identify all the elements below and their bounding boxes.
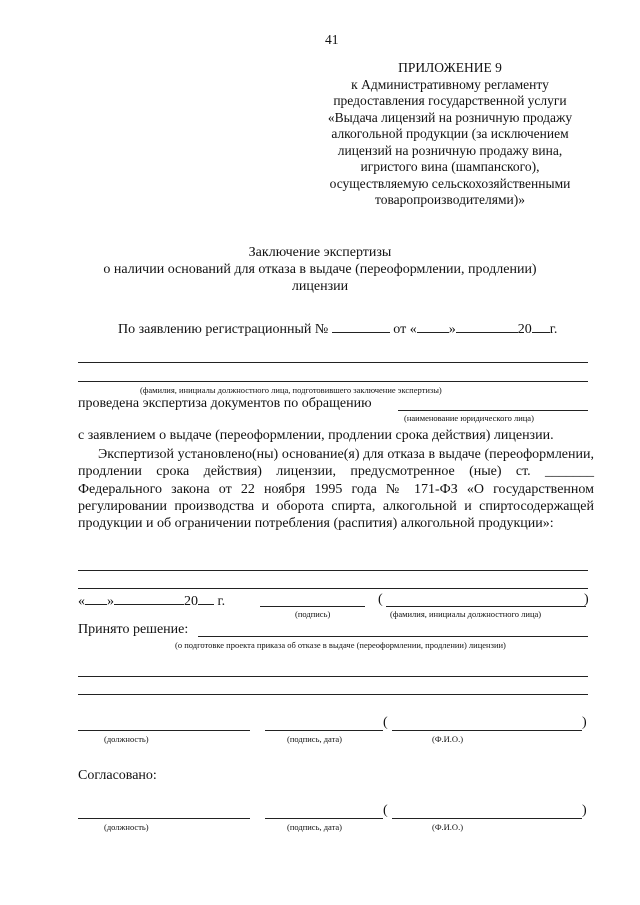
official-name-line-2[interactable] <box>78 381 588 382</box>
document-heading <box>60 244 580 295</box>
appendix-line: товаропроизводителями)» <box>374 192 526 207</box>
signature-date-caption: (подпись, дата) <box>287 822 343 832</box>
heading-subtitle-end: лицензии <box>291 279 349 294</box>
date-open-quote: « <box>78 594 85 609</box>
request-line <box>118 320 557 338</box>
fio-caption: (Ф.И.О.) <box>432 734 464 744</box>
heading-title: Заключение экспертизы <box>248 245 392 260</box>
official-name-line-1[interactable] <box>78 362 588 363</box>
signature-caption: (подпись) <box>295 609 331 619</box>
heading-subtitle: о наличии оснований для отказа в выдаче (переоформлении, продлении) <box>103 262 537 277</box>
application-text: с заявлением о выдаче (переоформлении, продлении срока действия) лицензии. <box>78 428 554 443</box>
year-field[interactable] <box>532 320 550 333</box>
signature-date-caption: (подпись, дата) <box>287 734 343 744</box>
registration-number-field[interactable] <box>332 320 390 333</box>
signature-field[interactable] <box>260 606 365 607</box>
appendix-block <box>300 60 600 209</box>
findings-paragraph: Экспертизой установлено(ны) основание(я) для отказа в выдаче (переоформлении, продлении срока действия) лицензии, предусмотренное (ные) ст. _______ Федерального закона от 22 ноября 1995 года № 171-ФЗ «О государственном регулировании производства и оборота спирта, алкогольной и спиртосодержащей продукции и об ограничении потребления (распития) алкогольной продукции»: <box>78 447 594 532</box>
day-field[interactable] <box>417 320 449 333</box>
appendix-line: лицензий на розничную продажу вина, <box>337 142 563 158</box>
signature-date-field[interactable] <box>265 818 383 819</box>
position-caption: (должность) <box>104 822 149 832</box>
appendix-line: осуществляемую сельскохозяйственными <box>329 175 571 191</box>
appendix-title: ПРИЛОЖЕНИЕ 9 <box>398 60 502 75</box>
position-field[interactable] <box>78 818 250 819</box>
appendix-line: алкогольной продукции (за исключением <box>331 126 569 141</box>
paren-close: ) <box>582 803 587 818</box>
quote-close: » <box>448 322 456 337</box>
fio-field[interactable] <box>392 730 582 731</box>
date-day-field[interactable] <box>85 592 107 605</box>
paren-close: ) <box>584 592 589 607</box>
date-year-prefix: 20 <box>184 594 198 609</box>
date-close-quote: » <box>107 594 114 609</box>
position-field[interactable] <box>78 730 250 731</box>
decision-line-2[interactable] <box>78 694 588 695</box>
appendix-line: игристого вина (шампанского), <box>360 159 540 174</box>
decision-line-1[interactable] <box>78 676 588 677</box>
legal-entity-field[interactable] <box>398 410 588 411</box>
official-initials-caption: (фамилия, инициалы должностного лица) <box>390 609 542 619</box>
year-suffix: г. <box>549 322 558 337</box>
request-prefix: По заявлению регистрационный № <box>118 322 329 337</box>
paren-open: ( <box>378 592 383 607</box>
decision-caption: (о подготовке проекта приказа об отказе в выдаче (переоформлении, продлении) лицензии) <box>175 640 506 650</box>
signature-date-field[interactable] <box>265 730 383 731</box>
paren-open: ( <box>383 803 388 818</box>
paren-open: ( <box>383 715 388 730</box>
position-caption: (должность) <box>104 734 149 744</box>
findings-line-1[interactable] <box>78 570 588 571</box>
appendix-line: к Административному регламенту <box>351 76 549 92</box>
appendix-line: «Выдача лицензий на розничную продажу <box>327 109 573 125</box>
findings-line-2[interactable] <box>78 588 588 589</box>
date-row <box>78 592 225 610</box>
fio-field[interactable] <box>392 818 582 819</box>
examination-text: проведена экспертиза документов по обращению <box>78 396 372 411</box>
date-month-field[interactable] <box>114 592 184 605</box>
official-initials-field[interactable] <box>386 606 586 607</box>
date-year-suffix: г. <box>217 594 226 609</box>
request-from: от « <box>393 322 417 337</box>
decision-field[interactable] <box>198 636 588 637</box>
month-field[interactable] <box>456 320 518 333</box>
official-name-caption: (фамилия, инициалы должностного лица, подготовившего заключение экспертизы) <box>140 385 442 395</box>
legal-entity-caption: (наименование юридического лица) <box>404 413 534 423</box>
appendix-line: предоставления государственной услуги <box>333 93 567 108</box>
approved-label: Согласовано: <box>78 768 157 783</box>
page-number: 41 <box>325 32 339 47</box>
fio-caption: (Ф.И.О.) <box>432 822 464 832</box>
date-year-field[interactable] <box>198 592 214 605</box>
decision-label: Принято решение: <box>78 622 189 637</box>
paren-close: ) <box>582 715 587 730</box>
year-prefix: 20 <box>517 322 532 337</box>
